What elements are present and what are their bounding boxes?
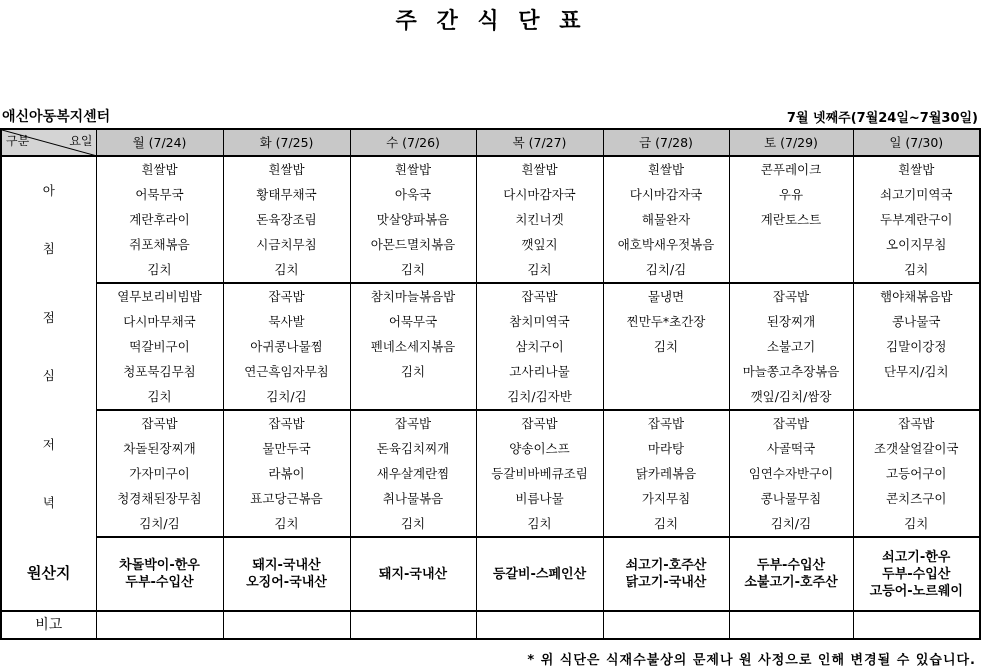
menu-item: 잡곡밥 (729, 283, 853, 309)
menu-item: 김치 (223, 257, 350, 283)
origin-row (1, 537, 980, 611)
menu-item: 김치/김자반 (476, 384, 603, 410)
menu-item: 어묵무국 (96, 182, 223, 207)
dinner-row (1, 486, 980, 511)
day-header-sun: 일 (7/30) (853, 129, 980, 156)
menu-item: 청경채된장무침 (96, 486, 223, 511)
note-cell (853, 611, 980, 639)
menu-item: 콩나물국 (853, 309, 980, 334)
breakfast-label-bottom: 침 (42, 241, 55, 256)
menu-item: 표고당근볶음 (223, 486, 350, 511)
origin-line: 쇠고기-호주산 (625, 558, 707, 573)
origin-line: 등갈비-스페인산 (492, 566, 587, 582)
menu-item: 해물완자 (603, 207, 729, 232)
menu-item: 어묵무국 (350, 309, 476, 334)
menu-item: 물만두국 (223, 436, 350, 461)
note-label: 비고 (1, 611, 96, 639)
menu-item: 흰쌀밥 (476, 156, 603, 182)
menu-item: 열무보리비빔밥 (96, 283, 223, 309)
menu-item: 고사리나물 (476, 359, 603, 384)
organization-name: 애신아동복지센터 (2, 109, 111, 125)
menu-item: 김치 (350, 257, 476, 283)
origin-line: 두부-수입산 (756, 558, 826, 573)
dinner-row (1, 436, 980, 461)
menu-item: 김치 (476, 257, 603, 283)
origin-line: 오징어-국내산 (246, 575, 327, 590)
origin-line: 차돌박이-한우 (119, 558, 200, 573)
menu-item: 깻잎/김치/쌈장 (729, 384, 853, 410)
lunch-label-bottom: 심 (42, 367, 55, 383)
menu-item (853, 384, 980, 410)
menu-item: 고등어구이 (853, 461, 980, 486)
menu-item: 콩나물무침 (729, 486, 853, 511)
menu-item: 차돌된장찌개 (96, 436, 223, 461)
menu-item: 임연수자반구이 (729, 461, 853, 486)
menu-item: 시금치무침 (223, 232, 350, 257)
menu-item: 김치/김 (223, 384, 350, 410)
menu-item: 콘치즈구이 (853, 486, 980, 511)
corner-label-day: 요일 (69, 134, 93, 148)
menu-item: 참치미역국 (476, 309, 603, 334)
breakfast-row (1, 182, 980, 207)
menu-item (729, 257, 853, 283)
note-row (1, 611, 980, 639)
menu-item: 흰쌀밥 (853, 156, 980, 182)
menu-item: 햄야채볶음밥 (853, 283, 980, 309)
menu-item: 흰쌀밥 (223, 156, 350, 182)
breakfast-row (1, 156, 980, 182)
menu-item: 취나물볶음 (350, 486, 476, 511)
menu-item: 쇠고기미역국 (853, 182, 980, 207)
menu-item: 흰쌀밥 (603, 156, 729, 182)
menu-item: 흰쌀밥 (350, 156, 476, 182)
menu-item: 아욱국 (350, 182, 476, 207)
menu-item: 김치 (96, 257, 223, 283)
menu-item (729, 232, 853, 257)
menu-item: 김치 (96, 384, 223, 410)
menu-item: 가자미구이 (96, 461, 223, 486)
menu-item: 마라탕 (603, 436, 729, 461)
note-cell (603, 611, 729, 639)
menu-item: 잡곡밥 (223, 283, 350, 309)
menu-item: 비름나물 (476, 486, 603, 511)
menu-item: 애호박새우젓볶음 (603, 232, 729, 257)
menu-item: 깻잎지 (476, 232, 603, 257)
menu-item: 흰쌀밥 (96, 156, 223, 182)
lunch-row (1, 384, 980, 410)
origin-cell (350, 537, 476, 611)
header-row (1, 129, 980, 156)
menu-item: 사골떡국 (729, 436, 853, 461)
menu-item: 찐만두*초간장 (603, 309, 729, 334)
menu-item: 김치 (853, 257, 980, 283)
lunch-label (1, 283, 96, 410)
breakfast-label (1, 156, 96, 283)
menu-item (350, 384, 476, 410)
note-cell (96, 611, 223, 639)
menu-item: 다시마감자국 (476, 182, 603, 207)
menu-item: 김치 (853, 511, 980, 537)
menu-item: 돈육김치찌개 (350, 436, 476, 461)
menu-item: 계란토스트 (729, 207, 853, 232)
menu-item: 황태무채국 (223, 182, 350, 207)
menu-item (603, 359, 729, 384)
lunch-row (1, 359, 980, 384)
corner-label-category: 구분 (6, 134, 30, 148)
day-header-fri: 금 (7/28) (603, 129, 729, 156)
origin-cell (223, 537, 350, 611)
origin-line: 고등어-노르웨이 (869, 583, 963, 599)
breakfast-row (1, 207, 980, 232)
menu-item (603, 384, 729, 410)
menu-item: 잡곡밥 (350, 410, 476, 436)
menu-item: 잡곡밥 (223, 410, 350, 436)
dinner-label (1, 410, 96, 537)
origin-cell (96, 537, 223, 611)
origin-line: 닭고기-국내산 (625, 575, 707, 590)
menu-item: 다시마무채국 (96, 309, 223, 334)
origin-cell (476, 537, 603, 611)
lunch-label-top: 점 (42, 309, 55, 325)
lunch-row (1, 334, 980, 359)
menu-item: 등갈비바베큐조림 (476, 461, 603, 486)
menu-item: 조갯살얼갈이국 (853, 436, 980, 461)
origin-line: 소불고기-호주산 (744, 575, 838, 590)
menu-item: 김치 (350, 511, 476, 537)
menu-item: 잡곡밥 (603, 410, 729, 436)
origin-line: 돼지-국내산 (378, 566, 448, 582)
menu-item: 잡곡밥 (96, 410, 223, 436)
menu-item: 콘푸레이크 (729, 156, 853, 182)
note-cell (729, 611, 853, 639)
menu-item: 연근흑임자무침 (223, 359, 350, 384)
dinner-row (1, 461, 980, 486)
menu-item: 김치 (350, 359, 476, 384)
menu-item: 김치 (603, 334, 729, 359)
dinner-row (1, 410, 980, 436)
menu-item: 김치 (476, 511, 603, 537)
header-corner (1, 129, 96, 156)
menu-item: 계란후라이 (96, 207, 223, 232)
dinner-label-bottom: 녁 (42, 494, 55, 510)
menu-item: 삼치구이 (476, 334, 603, 359)
menu-item: 떡갈비구이 (96, 334, 223, 359)
dinner-label-top: 저 (42, 436, 55, 452)
day-header-wed: 수 (7/26) (350, 129, 476, 156)
menu-item: 묵사발 (223, 309, 350, 334)
menu-item: 닭카레볶음 (603, 461, 729, 486)
note-cell (223, 611, 350, 639)
day-header-thu: 목 (7/27) (476, 129, 603, 156)
menu-item: 치킨너겟 (476, 207, 603, 232)
page-title: 주 간 식 단 표 (395, 9, 587, 34)
menu-item: 단무지/김치 (853, 359, 980, 384)
menu-item: 물냉면 (603, 283, 729, 309)
breakfast-row (1, 232, 980, 257)
menu-item: 청포묵김무침 (96, 359, 223, 384)
menu-item: 김치 (223, 511, 350, 537)
menu-item: 소불고기 (729, 334, 853, 359)
note-cell (350, 611, 476, 639)
menu-item: 잡곡밥 (853, 410, 980, 436)
menu-item: 펜네소세지볶음 (350, 334, 476, 359)
day-header-mon: 월 (7/24) (96, 129, 223, 156)
menu-item: 새우살계란찜 (350, 461, 476, 486)
menu-item: 양송이스프 (476, 436, 603, 461)
lunch-row (1, 283, 980, 309)
origin-line: 쇠고기-한우 (882, 549, 951, 565)
note-cell (476, 611, 603, 639)
origin-cell (603, 537, 729, 611)
menu-item: 김말이강정 (853, 334, 980, 359)
menu-item: 쥐포채볶음 (96, 232, 223, 257)
weekly-menu-table (0, 128, 981, 640)
origin-line: 돼지-국내산 (252, 558, 321, 573)
menu-item: 김치/김 (729, 511, 853, 537)
footnote: * 위 식단은 식재수불상의 문제나 원 사정으로 인해 변경될 수 있습니다. (527, 653, 976, 668)
menu-item: 참치마늘볶음밥 (350, 283, 476, 309)
menu-item: 돈육장조림 (223, 207, 350, 232)
menu-item: 가지무침 (603, 486, 729, 511)
menu-body (1, 156, 980, 639)
menu-item: 라볶이 (223, 461, 350, 486)
day-header-tue: 화 (7/25) (223, 129, 350, 156)
dinner-row (1, 511, 980, 537)
menu-item: 된장찌개 (729, 309, 853, 334)
menu-item: 두부계란구이 (853, 207, 980, 232)
menu-item: 우유 (729, 182, 853, 207)
menu-item: 마늘쫑고추장볶음 (729, 359, 853, 384)
origin-cell (853, 537, 980, 611)
origin-label: 원산지 (1, 537, 96, 611)
day-header-sat: 토 (7/29) (729, 129, 853, 156)
menu-item: 맛살양파볶음 (350, 207, 476, 232)
menu-item: 김치/김 (603, 257, 729, 283)
menu-item: 잡곡밥 (476, 283, 603, 309)
origin-line: 두부-수입산 (882, 566, 951, 582)
menu-item: 아몬드멸치볶음 (350, 232, 476, 257)
lunch-row (1, 309, 980, 334)
menu-item: 다시마감자국 (603, 182, 729, 207)
menu-item: 잡곡밥 (476, 410, 603, 436)
menu-item: 잡곡밥 (729, 410, 853, 436)
origin-cell (729, 537, 853, 611)
menu-item: 아귀콩나물찜 (223, 334, 350, 359)
menu-item: 김치/김 (96, 511, 223, 537)
breakfast-row (1, 257, 980, 283)
menu-item: 오이지무침 (853, 232, 980, 257)
origin-line: 두부-수입산 (125, 575, 194, 590)
menu-period: 7월 넷째주(7월24일~7월30일) (786, 111, 978, 126)
breakfast-label-top: 아 (42, 183, 55, 198)
menu-item: 김치 (603, 511, 729, 537)
